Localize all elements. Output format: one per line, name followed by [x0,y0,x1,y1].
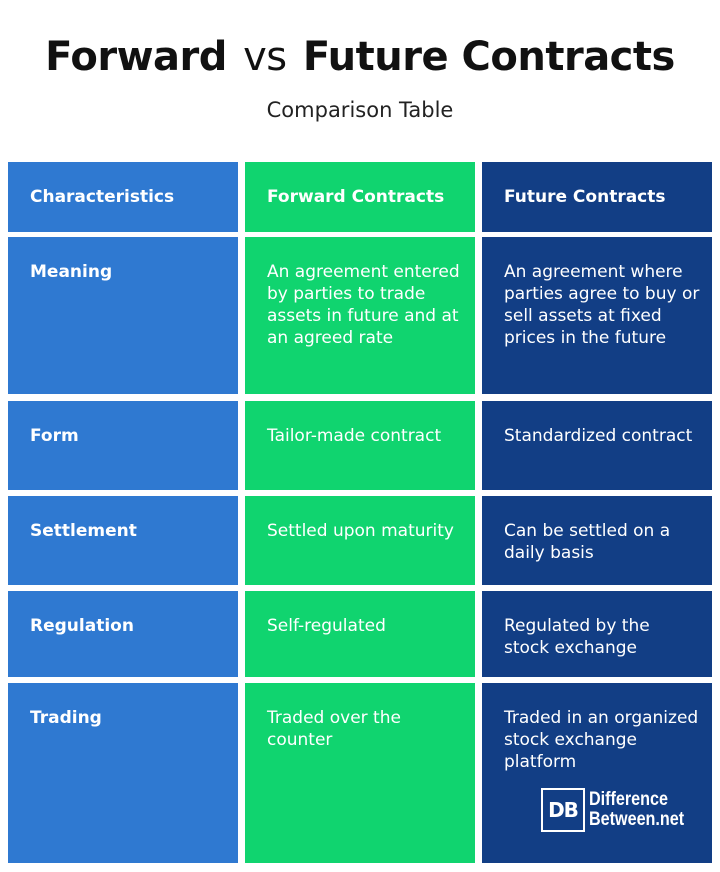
row-label-trading: Trading [8,683,238,863]
forward-meaning: An agreement entered by parties to trade assets in future and at an agreed rate [245,237,475,394]
row-label-form: Form [8,401,238,490]
forward-regulation: Self-regulated [245,591,475,677]
logo-line-1: Difference [589,789,668,810]
future-trading: Traded in an organized stock exchange platform [482,683,712,863]
forward-settlement: Settled upon maturity [245,496,475,585]
difference-between-logo [541,788,701,832]
row-label-settlement: Settlement [8,496,238,585]
header-forward-contracts: Forward Contracts [245,162,475,232]
logo-wordmark [589,790,684,830]
row-label-meaning: Meaning [8,237,238,394]
page-title [0,34,720,80]
title-future: Future Contracts [302,34,675,80]
future-form: Standardized contract [482,401,712,490]
title-vs: vs [243,34,287,80]
title-forward: Forward [45,34,227,80]
forward-trading: Traded over the counter [245,683,475,863]
future-meaning: An agreement where parties agree to buy or sell assets at fixed prices in the future [482,237,712,394]
future-regulation: Regulated by the stock exchange [482,591,712,677]
header-characteristics: Characteristics [8,162,238,232]
row-label-regulation: Regulation [8,591,238,677]
header-future-contracts: Future Contracts [482,162,712,232]
forward-form: Tailor-made contract [245,401,475,490]
db-logo-mark: DB [541,788,585,832]
future-settlement: Can be settled on a daily basis [482,496,712,585]
page-subtitle: Comparison Table [266,98,454,122]
logo-line-2: Between.net [589,809,685,830]
